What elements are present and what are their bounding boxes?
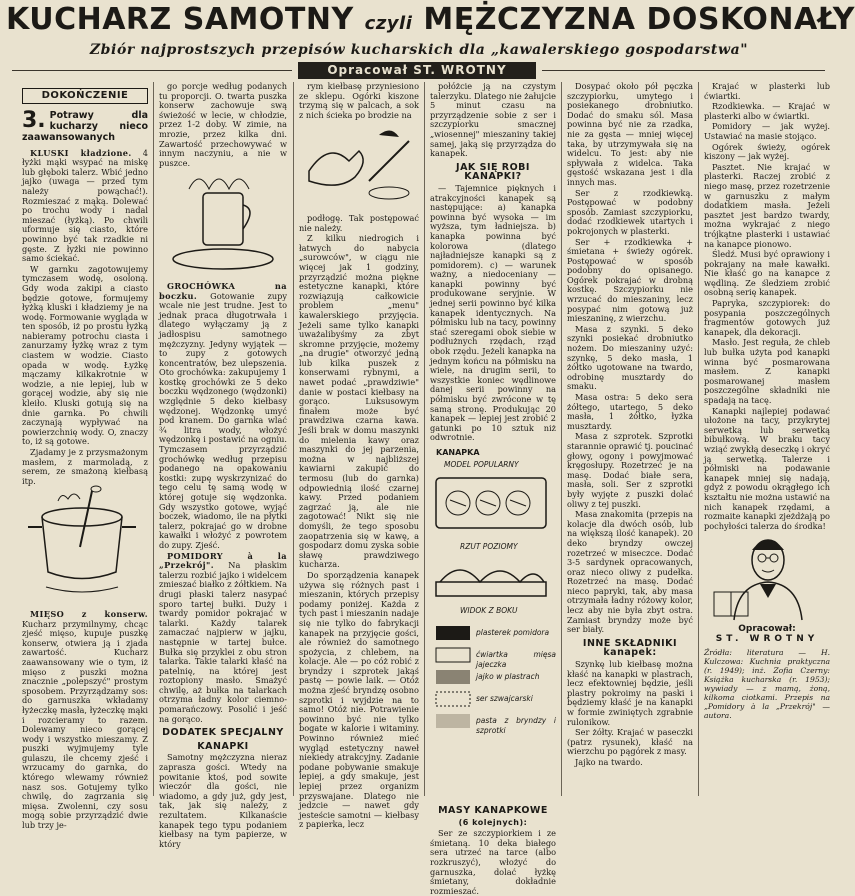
continued-label: DOKOŃCZENIE bbox=[22, 88, 148, 104]
recipe-lead: GROCHÓWKA na boczku. bbox=[159, 280, 287, 301]
recipe-text: Kucharz przymilnymy, chcąc zjeść mięso, kupuje puszkę konserw, otwiera ją i zjada zawartość. Kucharz zaawansowany wie o tym, iż mięso z puszki można znacznie „polepszyć" prostym sposobem. Przyrządzamy sos: do garnuszka wkładamy łyżeczkę masła, łyżeczkę mąki i rozcieramy to razem. Dolewamy nieco gorącej wody i wszystko mieszamy. Z puszki wyjmujemy tyle gulaszu, ile chcemy zjeść i wrzucamy do garnka, do którego wlewamy również nasz sos. Gotujemy tylko chwilę, do zagrzania się mięsa. Zwolenni, czy sosu mogą sobie przyrządzić dwie lub trzy je- bbox=[22, 618, 148, 831]
diagram-subtitle: MODEL POPULARNY bbox=[444, 459, 519, 469]
sub-heading: JAK SIĘ ROBI KANAPKI? bbox=[456, 161, 530, 183]
paragraph: Pomidory — jak wyżej. Ustawiać na masie stojąco. bbox=[704, 121, 830, 141]
column-3 bbox=[299, 81, 419, 830]
author-name: ST. WROTNY bbox=[715, 633, 819, 644]
paragraph: Papryka, szczypiorek: do posypania poszczególnych fragmentów gotowych już kanapek, dla dekoracji. bbox=[704, 298, 830, 337]
paragraph bbox=[159, 282, 287, 551]
paragraph: rym kiełbasę przyniesiono ze sklepu. Ogórki kiszone trzymą się w palcach, a sok z nich ścieka po brodzie na bbox=[299, 81, 419, 120]
recipe-lead: POMIDORY à la „Przekrój". bbox=[159, 550, 287, 571]
paragraph: Rzodkiewka. — Krajać w plasterki albo w ćwiartki. bbox=[704, 101, 830, 121]
side-view-label: WIDOK Z BOKU bbox=[460, 605, 518, 615]
paragraph: Samotny mężczyzna nieraz zaprasza gości. Wtedy na powitanie ktoś, pod sowite wieczór dla gości, nie wiadomo, a gdy już, gdy jest, tak, jak się należy, z rezultatem. Kilkanaście kanapek tego typu podaniem kiełbasy na tym papierze, w który bbox=[159, 752, 287, 849]
column-divider bbox=[698, 82, 699, 796]
sources-note: Źródła: literatura — H. Kulczowa: Kuchnia praktyczna (r. 1949); inż. Zofia Czerny: Książka kucharska (r. 1953); wywiady — z mamą, żoną, kilkoma ciotkami. Przepis na „Pomidory à la „Przekrój" — autora. bbox=[704, 648, 830, 721]
column-2 bbox=[159, 81, 287, 849]
sandwich-side-view bbox=[430, 554, 556, 604]
paragraph: Szynkę lub kiełbasę można kłaść na kanapki w plastrach, lecz efektowniej będzie, jeśli plastry pokroimy na paski i będziemy kłaść je na kanapki w formie zwiniętych zgrabnie rulonikow. bbox=[567, 659, 693, 727]
legend-swatches bbox=[434, 624, 474, 734]
section-number: 3. bbox=[22, 107, 46, 133]
author-label: Opracował: bbox=[738, 623, 796, 634]
paragraph: W garnku zagotowujemy tymczasem wodę, osoloną. Gdy woda zakipi a ciasto będzie gotowe, formujemy łyżką kluski i kładziemy je na wodę. Formowanie wygląda w ten sposób, iż po prostu łyżką nabieramy potrochu ciasta i zanurzamy łyżkę wraz z tym ciastem w wodzie. Ciasto opada w wodę. Łyżkę mączamy kilkakrotnie w wodzie, a nie lepiej, lub w gorącej wodzie, aby się nie kleiło. Kluski gotują się na dnie garnka. Po chwili zaczynają wypływać na powierzchnię wody. O, znaczy to, iż są gotowe. bbox=[22, 263, 148, 447]
legend-item: jajko w plastrach bbox=[476, 671, 540, 681]
legend-item: ćwiartka mięsa jajeczka bbox=[476, 649, 556, 669]
soup-bowl-illustration bbox=[159, 169, 287, 279]
paragraph: Kanapki najlepiej podawać ułożone na tacy, przykrytej serwetką lub serwetką bibułkową. W braku tacy wziąć zwykłą deseczkę i okryć ją serwetką. Talerze i półmiski na podawanie kanapek mniej się nadają, gdyż z powodu okrągłego ich kształtu nie można ustawić na nich kanapek rzędami, a rozmaite kanapki zjeżdżają po pochyłości talerza do środka! bbox=[704, 405, 830, 531]
sandwich-top-view bbox=[430, 470, 556, 540]
section-title: Potrawy dla kucharzy nieco zaawansowanych bbox=[22, 109, 148, 143]
paragraph: — Tajemnice pięknych i atrakcyjności kanapek są następujące: a) kanapka powinna być wysoka — im wyższa, tym ładniejsza. b) kanapka powinna być kolorowa (dlatego najładniejsze kanapki są z pomidorem). c) — warunek ważny, a niedoceniany — kanapki powinny być produkowane seryjnie. W jednej serii powinno być kilka kanapek identycznych. Na półmisku lub na tacy, powinny stać szeregami obok siebie w podłużnych rzędach, rząd obok rzędu. Jeżeli kanapka na jednym końcu na półmisku na wiele, na drugim serii, to wszystkie koniec wędlinowe danej serii powinny na półmisku być zwrócone w tę samą stronę. Produkując 20 kanapek — lepiej jest zrobić 2 gatunki po 10 sztuk niż odwrotnie. bbox=[430, 182, 556, 443]
paragraph: Masa ostra: 5 deko sera żółtego, utartego, 5 deko masła, 1 żółtko, łyżka musztardy. bbox=[567, 392, 693, 431]
paragraph bbox=[159, 552, 287, 725]
recipe-text: Gotowanie zupy wcale nie jest trudne. Jest to jednak praca długotrwała i dlatego wyłączamy ją z jadłospisu samotnego mężczyzny. Jedyny wyjątek — to zupy z gotowych koncentratów, bez ulepszenia. Oto grochówka: zakupujemy 1 kostkę grochówki ze 5 deko boczku wędzonego (wędzonki) względnie 5 deko kiełbasy wędzonej. Wędzonkę umyć pod kranem. Do garnka wlać ¾ litra wody, włożyć wędzonkę i postawić na ogniu. Tymczasem przyrządzić grochówkę według przepisu podanego na opakowaniu kostki: zupę wyskrzynizać do tego celu tę samą wodę w której gotuje się wędzonka. Gdy wszystko gotowe, wyjąć boczek, wiadomo, ile na płytki talerz, pokrajać go w drobne kawałki i włożyć z powrotem do zupy. Zjeść. bbox=[159, 290, 287, 550]
paragraph: podłogę. Tak postępować nie należy. bbox=[299, 212, 419, 233]
legend-item: pasta z bryndzy i szprotki bbox=[476, 715, 556, 735]
paragraph: Masło. Jest reguła, że chleb lub bułka użyta pod kanapki winna być posmarowana masłem. Z kanapki posmarowanej masłem poszczególne składniki nie spadają na tacę. bbox=[704, 337, 830, 405]
paragraph: Jajko na twardo. bbox=[575, 756, 643, 767]
subtitle: Zbiór najprostszych przepisów kucharskich dla „kawalerskiego gospodarstwa" bbox=[89, 42, 749, 58]
title-czyli: czyli bbox=[364, 13, 413, 34]
paragraph: Krajać w plasterki lub ćwiartki. bbox=[704, 81, 830, 101]
diagram-title: KANAPKA bbox=[436, 447, 480, 457]
paragraph: Ser z rzodkiewką. Postępować w podobny sposób. Zamiast szczypiorku, dodać rzodkiewek utartych i pokrojonych w plasterki. bbox=[567, 187, 693, 236]
paragraph: Zjadamy je z przysmażonym masłem, z marmoladą, z serem, ze smażoną kiełbasą itp. bbox=[22, 447, 148, 486]
title-part-b: MĘŻCZYZNA DOSKONAŁY bbox=[423, 2, 855, 37]
paragraph: Do sporządzenia kanapek używa się różnych past i mieszanin, których przepisy podamy poniżej. Każda z tych past i mieszanin nadaje się nie tylko do fabrykacji kanapek na przyjęcie gości, ale również do samotnego spożycia, z chlebem, na kolacje. Ale — po cóż robić z bryndzy i szprotek jakąś pastę — powie laik. — Otóż można zjeść bryndzę osobno szprotki i wyjdzie na to samo! Otóż nie. Potrawienie powinno być nie tylko bogate w kalorie i witaminy. Powinno również mieć wygląd estetyczny naweł niekiedy atrakcyjny. Zadanie podane pobywanie smakuje lepiej, a gdy smakuje, jest lepiej przez organizm przyswajane. Dlatego nie jedzcie — nawet gdy jesteście samotni — kiełbasy z papierka, lecz bbox=[299, 569, 419, 830]
paragraph: Śledź. Musi być oprawiony i pokrajany na małe kawałki. Nie kłaść go na kanapce z wędliną. Ze śledziem zrobić osobną serię kanapek. bbox=[704, 249, 830, 298]
column-divider bbox=[424, 82, 425, 796]
recipe-lead: MIĘSO z konserw. bbox=[30, 608, 148, 619]
paragraph bbox=[22, 149, 148, 264]
column-divider bbox=[153, 82, 154, 796]
column-divider bbox=[293, 82, 294, 796]
column-4 bbox=[430, 81, 556, 896]
chef-portrait-illustration bbox=[704, 532, 830, 622]
column-5 bbox=[567, 82, 693, 796]
paragraph: połóżcie ją na czystym talerzyku. Dlatego nie żałujcie 5 minut czasu na przyrządzenie sobie z ser i szczypiorku smacznej „wiosennej" mieszaniny takiej samej, jaką się przyrządza do kanapek. bbox=[430, 81, 556, 159]
paragraph: Ogórek świeży, ogórek kiszony — jak wyżej. bbox=[704, 141, 830, 162]
main-title bbox=[6, 2, 855, 40]
column-divider bbox=[561, 82, 562, 796]
sandwich-diagram bbox=[430, 444, 556, 802]
cooking-pot-illustration bbox=[22, 487, 148, 607]
paragraph: Z kilku niedrogich i łatwych do nabycia „surowców", w ciągu nie więcej jak 1 godziny, przyrządzić można piękne estetyczne kanapki, które rozwiązują całkowicie problem „menu" kawalerskiego przyjęcia. Jeżeli same tylko kanapki uważalibyśmy za zbyt skromne przyjęcie, możemy „na drugie" otworzyć jedną lub kilka puszek z konserwami rybnymi, a nawet podać „prawdziwie" danie w postaci kiełbasy na gorąco. Luksusowym finałem może być prawdziwa czarna kawa. Jeśli brak w domu maszynki do mielenia kawy oraz maszynki do jej parzenia, można w najbliższej kawiarni zakupić do termosu (lub do garnka) odpowiednią ilość czarnej kawy. Przed podaniem zagrzać ją, ale nie zagotować! Nikt się nie domyśli, że tego sposobu zaopatrzenia się w kawę, a gospodarz domu zyska sobie sławę prawdziwego kucharza. bbox=[299, 233, 419, 570]
sub-heading: MASY KANAPKOWE bbox=[438, 804, 548, 816]
recipe-text: Na płaskim talerzu rozbić jajko i widelcem zmieszać białko z żółtkiem. Na drugi płaski talerz nasypać sporo tartej bułki. Duży i twardy pomidor pokrajać w talarki. Każdy talarek zamaczać najpierw w jajku, następnie w tartej bułce. Bułka się przyklei z obu stron talarka. Takie talarki kłaść na patelnię, na której jest roztopiony masło. Smażyć chwilę, aż bułka na talarkach otrzyma ładny kolor ciemno-pomarańczowy. Posolić i jeść na gorąco. bbox=[159, 560, 287, 724]
hand-knife-illustration bbox=[299, 121, 419, 211]
byline: Opracował ST. WROTNY bbox=[298, 62, 536, 79]
byline-rule-right bbox=[542, 70, 825, 71]
recipe-text: 4 łyżki mąki wsypać na miskę lub głęboki talerz. Wbić jedno jajko (uwaga — przed tym należy powąchać!). Rozmieszać z mąką. Dolewać po trochu wody i nadal mieszać (łyżką). Po chwili uformuje się ciasto, które powinno być tak rzadkie ni gęste. Z łyżki nie powinno samo ściekać. bbox=[22, 147, 148, 264]
paragraph: Masa z szynki. 5 deko szynki posiekać drobniutko nożem. Do mieszaniny użyć: szynkę, 5 deko masła, 1 żółtko ugotowane na twardo, odrobinę musztardy do smaku. bbox=[567, 323, 693, 392]
special-heading-2: KANAPKI bbox=[197, 740, 249, 752]
paragraph: Dosypać około pół pęczka szczypiorku, umytego i posiekanego drobniutko. Dodać do smaku sól. Masa powinna być nie za rzadka, nie za gęsta — mniej więcej taka, by utrzymywała się na widelcu. To jest: aby nie spływała z widelca. Taka gęstość wskazana jest i dla innych mas. bbox=[567, 81, 693, 187]
paragraph: go porcje według podanych tu proporcji. O. twarta puszka konserw zachowuje swą świeżość w lecie, w chłodzie, przez 1-2 doby. W zimie, na mrozie, przez kilka dni. Zawartość przechowywać w innym naczyniu, a nie w puszce. bbox=[159, 81, 287, 168]
legend-item: plasterek pomidora bbox=[476, 627, 550, 637]
paragraph: Ser ze szczypiorkiem i ze śmietaną. 10 deka białego sera utrzeć na tarce (albo rozkruszyć), włożyć do garnuszka, dolać łyżkę śmietany, dokładnie rozmieszać. bbox=[430, 828, 556, 896]
paragraph bbox=[22, 610, 148, 831]
legend-item: ser szwajcarski bbox=[476, 693, 533, 703]
section-heading bbox=[22, 107, 148, 143]
column-6 bbox=[704, 82, 830, 796]
sub-heading-detail: (6 kolejnych): bbox=[458, 817, 528, 827]
paragraph: Masa z szprotek. Szprotki starannie oprawić tj. poucinać głowy, ogony i powyjmować kręgosłupy. Rozetrzeć je na masę. Dodać białe sera, masła, soli. Ser z szprotki były wyjęte z puszki dolać oliwy z tej puszki. bbox=[567, 431, 693, 509]
special-heading: DODATEK SPECJALNY bbox=[162, 727, 284, 739]
sub-heading: INNE SKŁADNIKI kanapek: bbox=[582, 637, 678, 659]
paragraph: Ser żółty. Krajać w paseczki (patrz rysunek), kłaść na wierzchu po pągórek z masy. bbox=[567, 727, 693, 757]
title-part-a: KUCHARZ SAMOTNY bbox=[6, 2, 354, 37]
paragraph: Masa znakomita (przepis na kolacje dla dwóch osób, lub na większą ilość kanapek). 20 deko bryndzy owczej rozetrzeć w miseczce. Dodać 3-5 sardynek opracowanych, oraz nieco oliwy z pudełka. Rozetrzeć na masę. Dodać nieco papryki, tak, aby masa otrzymała ładny różowy kolor, lecz aby nie była zbyt ostra. Zamiast bryndzy może być ser biały. bbox=[567, 509, 693, 635]
paragraph: Pasztet. Nie krajać w plasterki. Raczej zrobić z niego masę, przez rozetrzenie w garnuszku z małym dodatkiem masła. Jeżeli pasztet jest bardzo twardy, można wykrajać z niego trójkątne plasterki i ustawiać na kanapce pionowo. bbox=[704, 161, 830, 249]
column-1 bbox=[22, 82, 148, 831]
byline-rule-left bbox=[12, 70, 292, 71]
recipe-lead: KLUSKI kładzione. bbox=[30, 147, 132, 158]
top-view-label: RZUT POZIOMY bbox=[460, 541, 518, 551]
paragraph: Ser + rzodkiewka + śmietana + świeży ogórek. Postępować w sposób podobny do opisanego. Ogórek pokrajać w drobną kostkę. Szczypiorku nie wrzucać do mieszaniny, lecz posypać nim gotową już mieszaninę, z wierzchu. bbox=[567, 236, 693, 324]
